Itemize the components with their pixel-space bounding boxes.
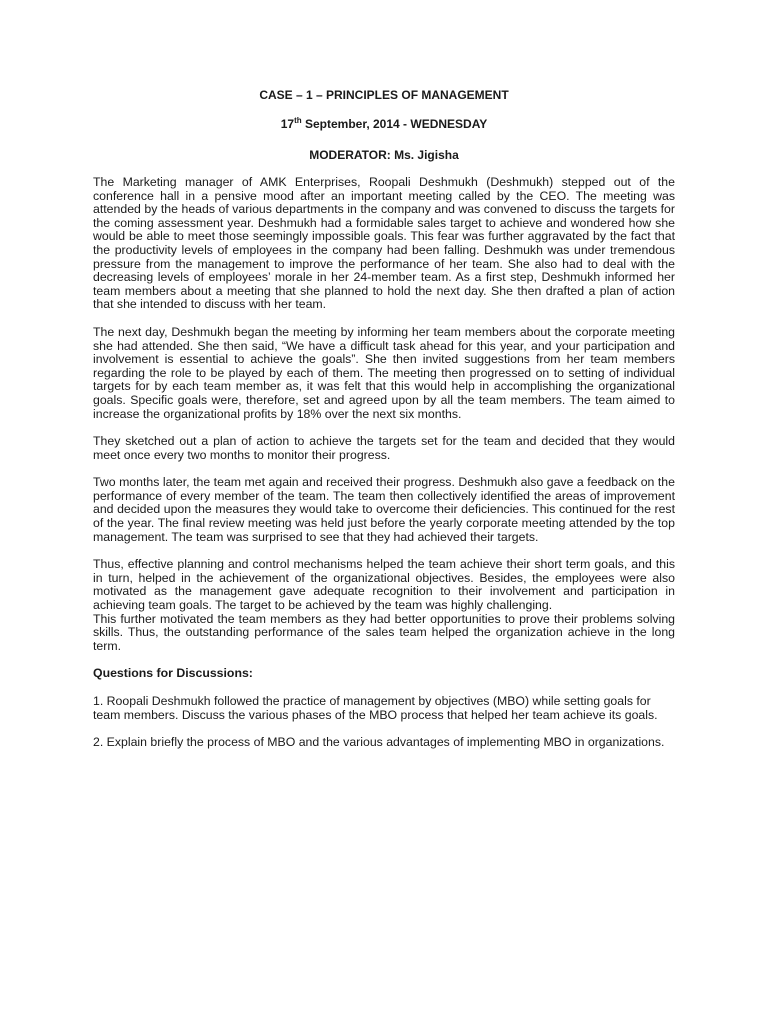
date-rest: September, 2014 - WEDNESDAY	[301, 117, 488, 131]
paragraph-2: The next day, Deshmukh began the meeting by informing her team members about the corporate meeting she had attended. She then said, “We have a difficult task ahead for this year, and your participation and involvement is essential to achieve the goals”. She then invited suggestions from her team members regarding the role to be played by each of them. The meeting then progressed on to setting of individual targets for by each team member as, it was felt that this would help in accomplishing the organizational goals. Specific goals were, therefore, set and agreed upon by all the team members. The team aimed to increase the organizational profits by 18% over the next six months.	[93, 324, 675, 421]
question-1: 1. Roopali Deshmukh followed the practice of management by objectives (MBO) while setting goals for team members. Discuss the various phases of the MBO process that helped her team achieve its goals.	[93, 694, 658, 722]
paragraph-5: Thus, effective planning and control mechanisms helped the team achieve their short term goals, and this in turn, helped in the achievement of the organizational objectives. Besides, the employees were also motivated as the management gave adequate recognition to their involvement and participation in achieving team goals. The target to be achieved by the team was highly challenging.	[93, 557, 675, 613]
date-day: 17	[280, 117, 295, 131]
date-suffix: th	[294, 116, 302, 125]
question-2: 2. Explain briefly the process of MBO and the various advantages of implementing MBO in organizations.	[93, 735, 665, 750]
paragraph-4: Two months later, the team met again and received their progress. Deshmukh also gave a feedback on the performance of every member of the team. The team then collectively identified the areas of improvement and decided upon the measures they would take to overcome their deficiencies. This continued for the rest of the year. The final review meeting was held just before the yearly corporate meeting attended by the top management. The team was surprised to see that they had achieved their targets.	[93, 475, 675, 544]
document-date	[93, 117, 675, 131]
paragraph-6: This further motivated the team members as they had better opportunities to prove their problems solving skills. Thus, the outstanding performance of the sales team helped the organization achieve in the long term.	[93, 611, 675, 653]
questions-heading: Questions for Discussions:	[93, 666, 253, 681]
document-title: CASE – 1 – PRINCIPLES OF MANAGEMENT	[259, 88, 509, 102]
moderator-line: MODERATOR: Ms. Jigisha	[309, 148, 459, 162]
paragraph-1: The Marketing manager of AMK Enterprises, Roopali Deshmukh (Deshmukh) stepped out of the conference hall in a pensive mood after an important meeting called by the CEO. The meeting was attended by the heads of various departments in the company and was convened to discuss the targets for the coming assessment year. Deshmukh had a formidable sales target to achieve and wondered how she would be able to meet those seemingly impossible goals. This fear was further aggravated by the fact that the productivity levels of employees in the company had been falling. Deshmukh was under tremendous pressure from the management to improve the performance of her team. She also had to deal with the decreasing levels of employees’ morale in her 24-member team. As a first step, Deshmukh informed her team members about a meeting that she planned to hold the next day. She then drafted a plan of action that she intended to discuss with her team.	[93, 175, 675, 312]
document-page	[93, 88, 675, 764]
paragraph-3: They sketched out a plan of action to achieve the targets set for the team and decided that they would meet once every two months to monitor their progress.	[93, 434, 675, 462]
